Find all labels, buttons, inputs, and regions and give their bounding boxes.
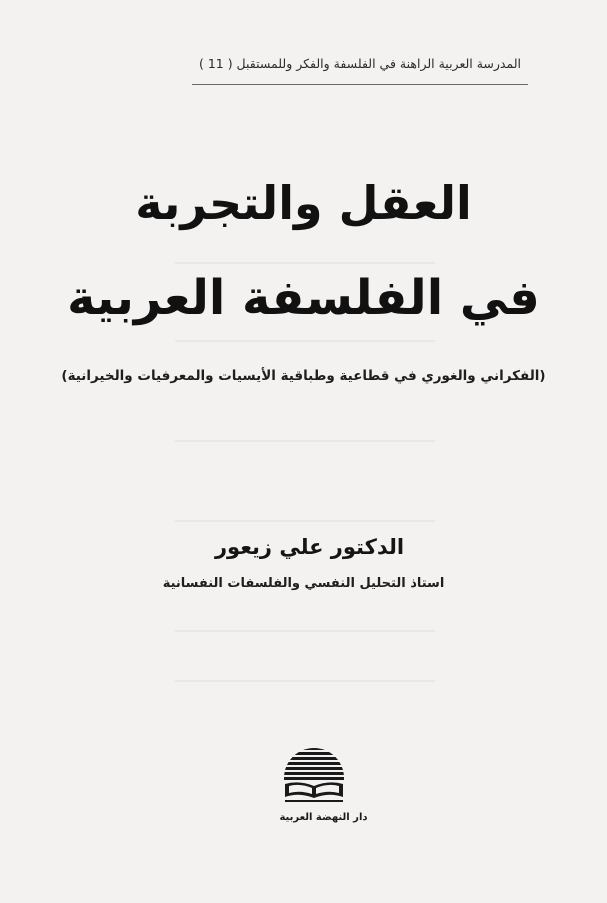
publisher-dome-logo-icon (279, 734, 349, 808)
author-title: استاذ التحليل النفسي والفلسفات النفسانية (162, 576, 445, 591)
bleed-through-mark (175, 340, 435, 342)
book-title-line-1: العقل والتجربة (135, 176, 472, 230)
publisher-name: دار النهضة العربية (279, 812, 368, 823)
header-rule (192, 84, 528, 85)
author-name: الدكتور علي زيعور (214, 535, 405, 559)
book-title-line-2: في الفلسفة العربية (67, 270, 540, 326)
bleed-through-mark (175, 262, 435, 264)
bleed-through-mark (175, 680, 435, 682)
bleed-through-mark (175, 630, 435, 632)
book-subtitle: (الفكراني والغوري في قطاعية وطباقية الأيسيات والمعرفيات والخيرانية) (61, 368, 546, 384)
bleed-through-mark (175, 520, 435, 522)
bleed-through-mark (175, 440, 435, 442)
series-name: المدرسة العربية الراهنة في الفلسفة والفكر وللمستقبل ( 11 ) (198, 56, 522, 71)
